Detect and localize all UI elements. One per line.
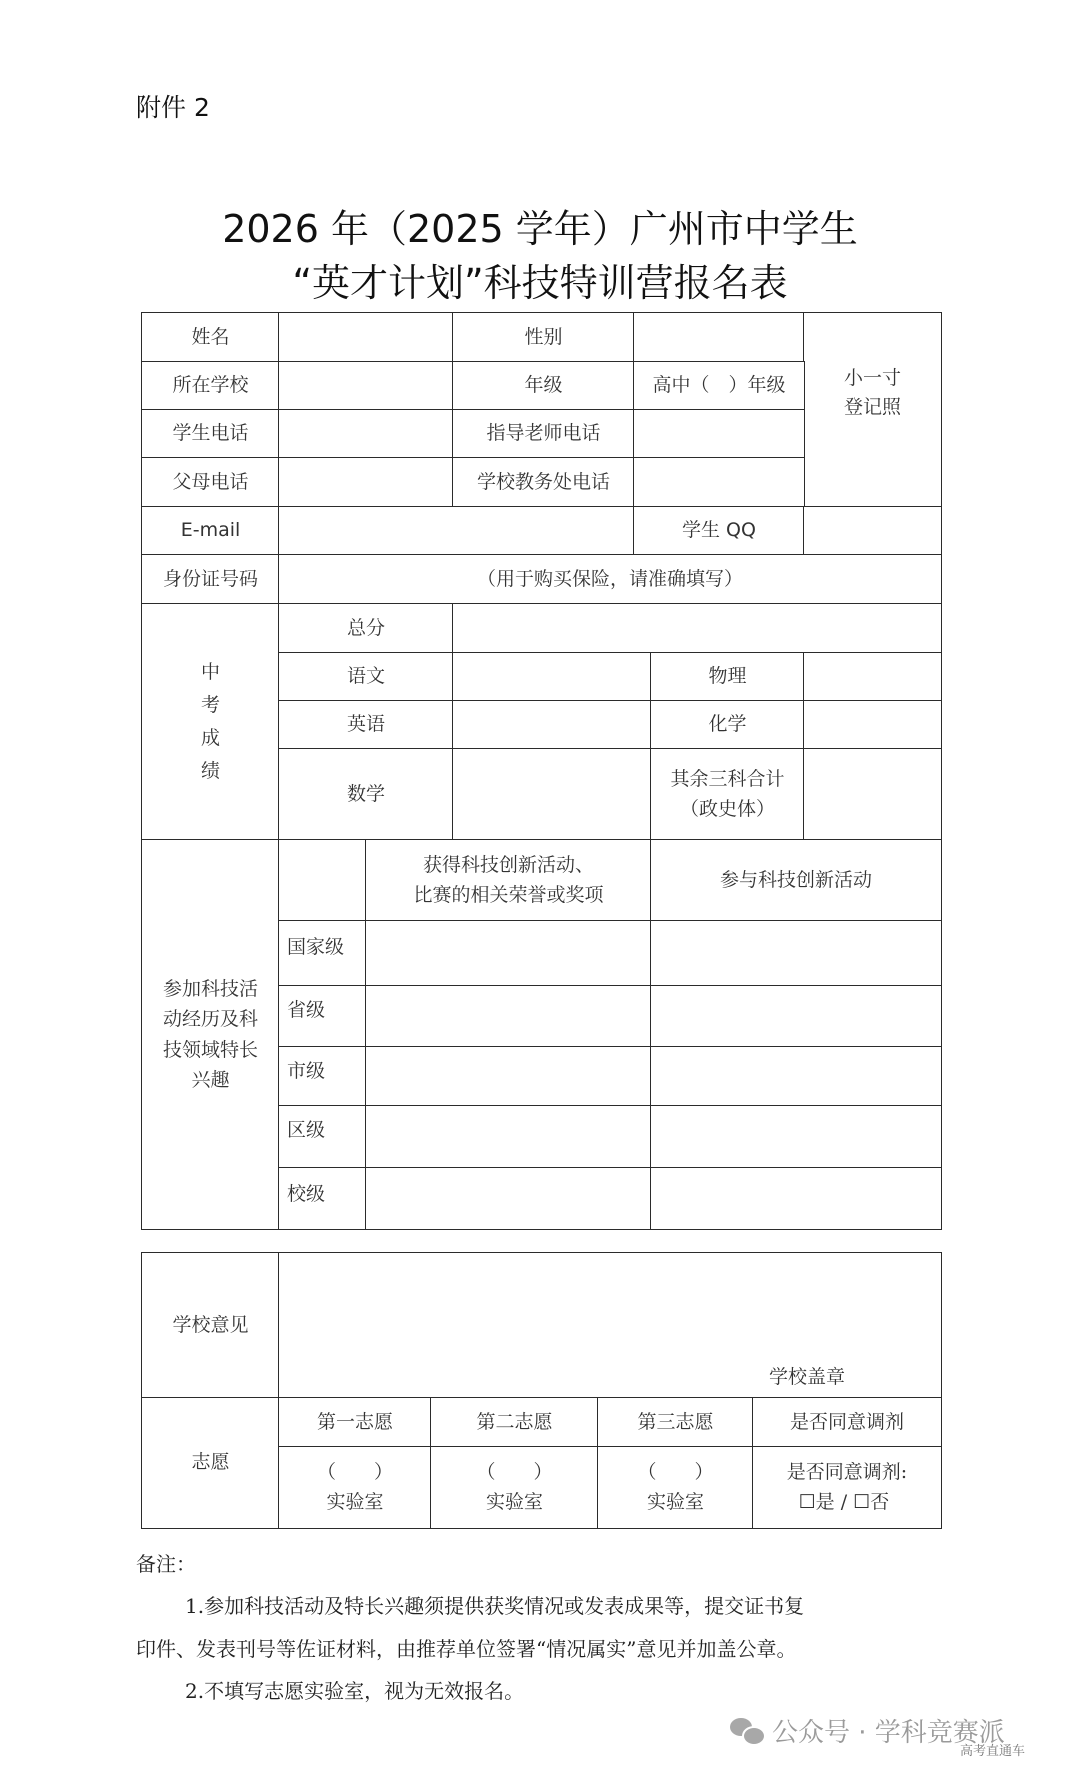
scores-section-label [141,603,280,841]
physics-field[interactable] [803,652,942,702]
scores-label-char: 中 [200,660,220,683]
note-2: 2.不填写志愿实验室，视为无效报名。 [185,1679,525,1703]
lab-label: 实验室 [485,1490,543,1513]
activities-label-line: 参加科技活 [162,977,258,1000]
first-choice-field[interactable] [278,1446,432,1529]
school-field[interactable] [278,361,454,411]
total-score-field[interactable] [452,603,942,654]
district-participation-field[interactable] [650,1105,942,1169]
email-field[interactable] [278,506,635,556]
level-header-blank [278,839,367,922]
photo-label-line2: 登记照 [843,396,901,418]
math-field[interactable] [452,748,652,841]
english-field[interactable] [452,700,652,750]
qq-field[interactable] [803,506,942,556]
awards-header-line1: 获得科技创新活动、 [422,854,594,877]
level-national-label: 国家级 [278,920,367,987]
third-choice-field[interactable] [597,1446,754,1529]
note-1-line1: 1.参加科技活动及特长兴趣须提供获奖情况或发表成果等，提交证书复 [185,1594,805,1618]
level-city-label: 市级 [278,1046,367,1107]
lab-label: 实验室 [646,1490,704,1513]
lab-label: 实验室 [326,1490,384,1513]
school-office-phone-label: 学校教务处电话 [452,457,635,508]
level-district-label: 区级 [278,1105,367,1169]
attachment-label: 附件 2 [136,93,210,122]
school-office-phone-field[interactable] [633,457,805,508]
awards-header-line2: 比赛的相关荣誉或奖项 [413,883,604,906]
scores-label-char: 考 [200,693,220,716]
english-label: 英语 [278,700,454,750]
note-1-line2: 印件、发表刊号等佐证材料，由推荐单位签署“情况属实”意见并加盖公章。 [136,1637,797,1661]
chinese-field[interactable] [452,652,652,702]
qq-label: 学生 QQ [633,506,805,556]
school-participation-field[interactable] [650,1167,942,1230]
id-field[interactable] [278,554,942,605]
notes-title: 备注： [136,1552,196,1576]
watermark-text: 公众号 · 学科竞赛派 [772,1718,1005,1748]
gender-field[interactable] [633,312,805,363]
national-awards-field[interactable] [365,920,652,987]
second-choice-header: 第二志愿 [430,1397,599,1448]
id-label: 身份证号码 [141,554,280,605]
district-awards-field[interactable] [365,1105,652,1169]
school-opinion-label: 学校意见 [141,1252,280,1399]
second-choice-field[interactable] [430,1446,599,1529]
total-score-label: 总分 [278,603,454,654]
adjustment-header: 是否同意调剂 [752,1397,942,1448]
scores-label-char: 绩 [200,760,220,783]
provincial-awards-field[interactable] [365,985,652,1048]
other-subjects-line1: 其余三科合计 [670,768,785,791]
other-subjects-line2: （政史体） [679,797,775,820]
school-label: 所在学校 [141,361,280,411]
physics-label: 物理 [650,652,805,702]
level-school-label: 校级 [278,1167,367,1230]
level-provincial-label: 省级 [278,985,367,1048]
activities-label-line: 技领域特长 [162,1038,258,1061]
lab-bracket: （ ） [316,1461,393,1484]
activities-label-line: 兴趣 [191,1068,230,1091]
activities-label-line: 动经历及科 [162,1008,258,1031]
other-subjects-label [650,748,805,841]
adjustment-field [752,1446,942,1529]
school-awards-field[interactable] [365,1167,652,1230]
watermark-overlay: 高考直通车 [960,1744,1026,1759]
lab-bracket: （ ） [637,1461,714,1484]
provincial-participation-field[interactable] [650,985,942,1048]
adjustment-checkboxes[interactable]: ☐是 / ☐否 [798,1490,890,1513]
form-title-line2: “英才计划”科技特训营报名表 [292,261,788,305]
parent-phone-field[interactable] [278,457,454,508]
other-subjects-field[interactable] [803,748,942,841]
chemistry-field[interactable] [803,700,942,750]
participation-column-header: 参与科技创新活动 [650,839,942,922]
form-title-line1: 2026 年（2025 学年）广州市中学生 [222,207,858,251]
photo-box[interactable] [803,312,942,508]
preferences-label: 志愿 [141,1397,280,1529]
name-label: 姓名 [141,312,280,363]
student-phone-label: 学生电话 [141,409,280,459]
chemistry-label: 化学 [650,700,805,750]
scores-label-char: 成 [200,727,220,749]
student-phone-field[interactable] [278,409,454,459]
first-choice-header: 第一志愿 [278,1397,432,1448]
adjustment-question: 是否同意调剂: [786,1461,908,1484]
id-hint: （用于购买保险，请准确填写） [476,567,743,590]
national-participation-field[interactable] [650,920,942,987]
teacher-phone-label: 指导老师电话 [452,409,635,459]
lab-bracket: （ ） [476,1461,553,1484]
name-field[interactable] [278,312,454,363]
awards-column-header [365,839,652,922]
photo-label-line1: 小一寸 [843,366,901,389]
third-choice-header: 第三志愿 [597,1397,754,1448]
school-seal-label: 学校盖章 [768,1365,845,1388]
teacher-phone-field[interactable] [633,409,805,459]
wechat-icon [730,1718,764,1744]
parent-phone-label: 父母电话 [141,457,280,508]
math-label: 数学 [278,748,454,841]
email-label: E-mail [141,506,280,556]
grade-field[interactable]: 高中（ ）年级 [633,361,805,411]
gender-label: 性别 [452,312,635,363]
school-opinion-field[interactable] [278,1252,942,1399]
city-awards-field[interactable] [365,1046,652,1107]
grade-label: 年级 [452,361,635,411]
activities-section-label [141,839,280,1230]
chinese-label: 语文 [278,652,454,702]
city-participation-field[interactable] [650,1046,942,1107]
